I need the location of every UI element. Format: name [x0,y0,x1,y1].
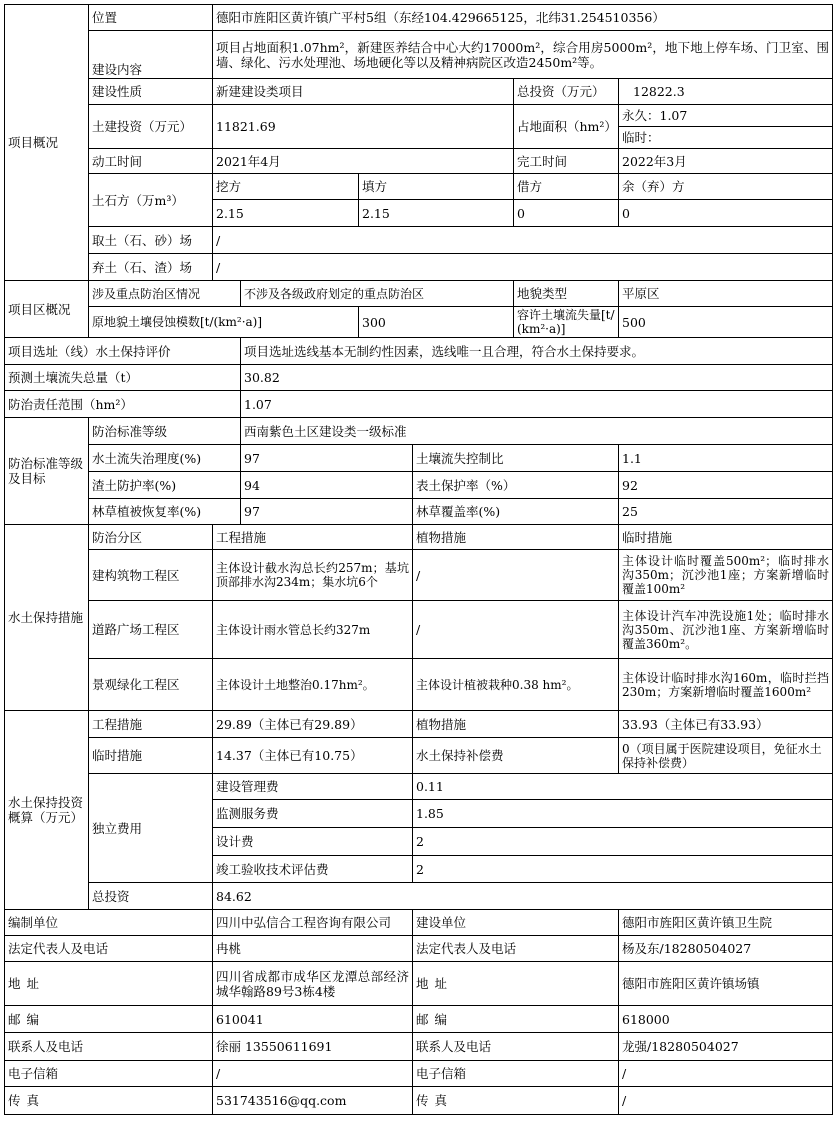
landform-label: 地貌类型 [514,281,619,307]
contact-label: 联系人及电话 [5,1033,213,1061]
contact-value: 四川省成都市成华区龙潭总部经济城华翰路89号3栋4楼 [213,962,413,1006]
measures-engineering: 主体设计截水沟总长约257m；基坑顶部排水沟234m；集水坑6个 [213,550,413,601]
budget-temporary-value: 14.37（主体已有10.75） [213,738,413,774]
section-measures: 水土保持措施 [5,525,89,711]
contact-value: / [619,1061,833,1087]
measures-plant: 主体设计植被栽种0.38 hm²。 [413,659,619,711]
location-label: 位置 [89,5,213,31]
budget-engineering-label: 工程措施 [89,711,213,738]
contact-label: 法定代表人及电话 [413,936,619,962]
target-label: 表土保护率（%） [413,472,619,499]
measures-plant: / [413,550,619,601]
measures-temporary: 主体设计临时排水沟160m，临时拦挡230m；方案新增临时覆盖1600m² [619,659,833,711]
land-area-label: 占地面积（hm²） [514,105,619,149]
measures-zone: 建构筑物工程区 [89,550,213,601]
measures-zone: 景观绿化工程区 [89,659,213,711]
contact-label: 联系人及电话 [413,1033,619,1061]
borrow-site-label: 取土（石、砂）场 [89,227,213,254]
earthwork-cut-header: 挖方 [213,174,359,200]
target-label: 林草覆盖率(%) [413,499,619,525]
section-overview: 项目概况 [5,5,89,281]
target-label: 林草植被恢复率(%) [89,499,241,525]
independent-fee-label: 监测服务费 [213,800,413,828]
contact-label: 邮 编 [413,1006,619,1033]
earthwork-borrow-header: 借方 [514,174,619,200]
contact-label: 建设单位 [413,910,619,936]
measures-plant: / [413,601,619,659]
target-label: 渣土防护率(%) [89,472,241,499]
contact-value: / [213,1061,413,1087]
earthwork-fill-value: 2.15 [359,200,514,227]
contact-value: 杨及东/18280504027 [619,936,833,962]
target-label: 水土流失治理度(%) [89,445,241,472]
contact-value: 618000 [619,1006,833,1033]
independent-fee-value: 2 [413,856,833,883]
start-time-label: 动工时间 [89,149,213,174]
allowable-loss-value: 500 [619,307,833,338]
responsibility-area-value: 1.07 [241,391,833,418]
start-time-value: 2021年4月 [213,149,514,174]
contact-label: 邮 编 [5,1006,213,1033]
target-value: 94 [241,472,413,499]
contact-label: 电子信箱 [5,1061,213,1087]
erosion-modulus-value: 300 [359,307,514,338]
contact-label: 法定代表人及电话 [5,936,213,962]
key-zone-label: 涉及重点防治区情况 [89,281,241,307]
earthwork-cut-value: 2.15 [213,200,359,227]
contact-label: 传 真 [413,1087,619,1115]
budget-plant-label: 植物措施 [413,711,619,738]
earthwork-spoil-value: 0 [619,200,833,227]
standard-grade-label: 防治标准等级 [89,418,241,445]
allowable-loss-label: 容许土壤流失量[t/(km²·a)] [514,307,619,338]
budget-temporary-label: 临时措施 [89,738,213,774]
key-zone-value: 不涉及各级政府划定的重点防治区 [241,281,514,307]
contact-value: 四川中弘信合工程咨询有限公司 [213,910,413,936]
target-value: 25 [619,499,833,525]
earthwork-borrow-value: 0 [514,200,619,227]
land-area-temporary: 临时： [619,127,833,149]
end-time-value: 2022年3月 [619,149,833,174]
spoil-site-label: 弃土（石、渣）场 [89,254,213,281]
independent-fee-value: 0.11 [413,774,833,800]
civil-investment-label: 土建投资（万元） [89,105,213,149]
independent-fee-label: 竣工验收技术评估费 [213,856,413,883]
contact-value: 德阳市旌阳区黄许镇场镇 [619,962,833,1006]
section-standards: 防治标准等级及目标 [5,418,89,525]
independent-fee-label: 设计费 [213,828,413,856]
evaluation-label: 项目选址（线）水土保持评价 [5,338,241,365]
borrow-site-value: / [213,227,833,254]
measures-engineering: 主体设计土地整治0.17hm²。 [213,659,413,711]
contact-label: 编制单位 [5,910,213,936]
contact-value: 冉桃 [213,936,413,962]
predicted-loss-value: 30.82 [241,365,833,391]
measures-header-engineering: 工程措施 [213,525,413,550]
responsibility-area-label: 防治责任范围（hm²） [5,391,241,418]
measures-temporary: 主体设计临时覆盖500m²；临时排水沟350m；沉沙池1座；方案新增临时覆盖100m² [619,550,833,601]
budget-total-value: 84.62 [213,883,833,910]
contact-value: 德阳市旌阳区黄许镇卫生院 [619,910,833,936]
measures-engineering: 主体设计雨水管总长约327m [213,601,413,659]
contact-value: 610041 [213,1006,413,1033]
standard-grade-value: 西南紫色土区建设类一级标准 [241,418,833,445]
content-value: 项目占地面积1.07hm²，新建医养结合中心大约17000m²，综合用房5000m²，地下地上停车场、门卫室、围墙、绿化、污水处理池、场地硬化等以及精神病院区改造2450m²等。 [213,31,833,79]
target-value: 97 [241,499,413,525]
contact-value: 徐丽 13550611691 [213,1033,413,1061]
target-value: 1.1 [619,445,833,472]
contact-label: 电子信箱 [413,1061,619,1087]
spoil-site-value: / [213,254,833,281]
measures-header-zone: 防治分区 [89,525,213,550]
total-investment-label: 总投资（万元） [514,79,619,105]
independent-fee-label: 建设管理费 [213,774,413,800]
budget-independent-label: 独立费用 [89,774,213,883]
summary-table [4,4,833,1115]
landform-value: 平原区 [619,281,833,307]
budget-compensation-label: 水土保持补偿费 [413,738,619,774]
section-area-overview: 项目区概况 [5,281,89,338]
budget-engineering-value: 29.89（主体已有29.89） [213,711,413,738]
target-value: 97 [241,445,413,472]
contact-value: 531743516@qq.com [213,1087,413,1115]
contact-label: 地 址 [5,962,213,1006]
project-summary-sheet [4,4,836,1115]
civil-investment-value: 11821.69 [213,105,514,149]
budget-total-label: 总投资 [89,883,213,910]
land-area-permanent: 永久：1.07 [619,105,833,127]
nature-value: 新建建设类项目 [213,79,514,105]
section-budget: 水土保持投资概算（万元） [5,711,89,910]
independent-fee-value: 2 [413,828,833,856]
erosion-modulus-label: 原地貌土壤侵蚀模数[t/(km²·a)] [89,307,359,338]
earthwork-spoil-header: 余（弃）方 [619,174,833,200]
contact-value: 龙强/18280504027 [619,1033,833,1061]
location-value: 德阳市旌阳区黄许镇广平村5组（东经104.429665125，北纬31.254510356） [213,5,833,31]
budget-plant-value: 33.93（主体已有33.93） [619,711,833,738]
target-value: 92 [619,472,833,499]
total-investment-value: 12822.3 [619,79,833,105]
nature-label: 建设性质 [89,79,213,105]
budget-compensation-value: 0（项目属于医院建设项目，免征水土保持补偿费） [619,738,833,774]
contact-value: / [619,1087,833,1115]
end-time-label: 完工时间 [514,149,619,174]
measures-temporary: 主体设计汽车冲洗设施1处；临时排水沟350m、沉沙池1座、方案新增临时覆盖360m²。 [619,601,833,659]
target-label: 土壤流失控制比 [413,445,619,472]
independent-fee-value: 1.85 [413,800,833,828]
content-label: 建设内容 [89,31,213,79]
measures-header-temporary: 临时措施 [619,525,833,550]
contact-label: 传 真 [5,1087,213,1115]
measures-header-plant: 植物措施 [413,525,619,550]
earthwork-fill-header: 填方 [359,174,514,200]
earthwork-label: 土石方（万m³） [89,174,213,227]
contact-label: 地 址 [413,962,619,1006]
evaluation-value: 项目选址选线基本无制约性因素，选线唯一且合理，符合水土保持要求。 [241,338,833,365]
predicted-loss-label: 预测土壤流失总量（t） [5,365,241,391]
measures-zone: 道路广场工程区 [89,601,213,659]
